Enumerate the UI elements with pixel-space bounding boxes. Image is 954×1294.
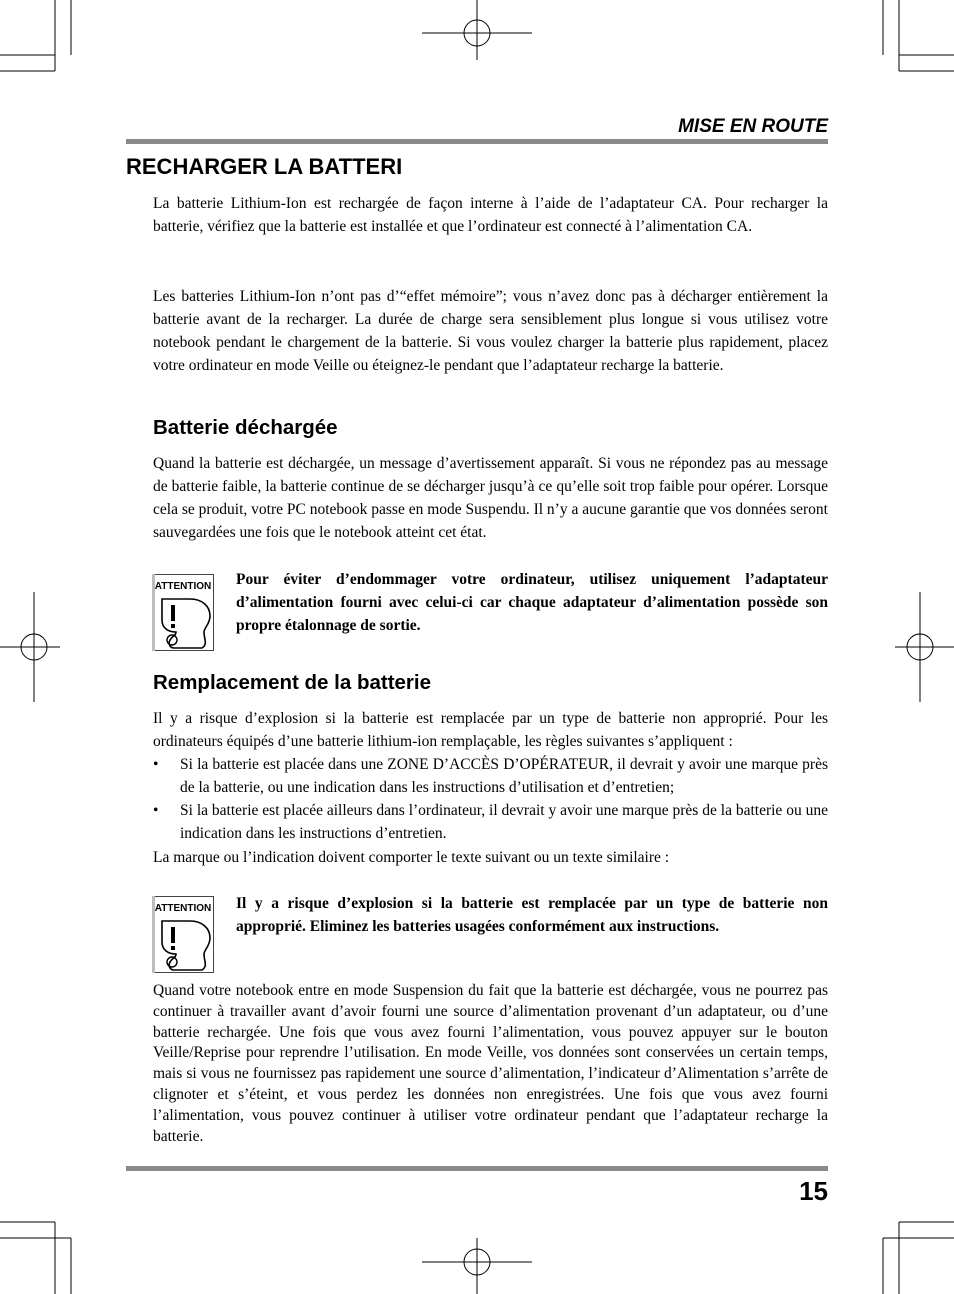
attention-label: ATTENTION	[154, 581, 212, 592]
attention-label: ATTENTION	[154, 903, 212, 914]
attention-hand-icon	[152, 574, 214, 651]
discharged-paragraph: Quand la batterie est déchargée, un message d’avertissement apparaît. Si vous ne répondez pas au message de batterie faible, la batterie continue de se décharger jusqu’à ce qu’elle soit trop faible pour opérer. Lorsque cela se produit, votre PC notebook passe en mode Suspendu. Il n’y a aucune garantie que vos données seront sauvegardées une fois que le notebook atteint cet état.	[153, 455, 828, 541]
intro-paragraph-2: Les batteries Lithium-Ion n’ont pas d’“effet mémoire”; vous n’avez donc pas à décharger entièrement la batterie avant de la recharger. La durée de charge sera sensiblement plus longue si vous utilisez votre notebook pendant le chargement de la batterie. Si vous voulez charger la batterie plus rapidement, placez votre ordinateur en mode Veille ou éteignez-le pendant que l’adaptateur recharge la batterie.	[153, 288, 828, 374]
after-bullets-paragraph: La marque ou l’indication doivent comporter le texte suivant ou un texte similaire :	[153, 849, 670, 866]
attention-hand-icon	[152, 896, 214, 973]
main-heading: RECHARGER LA BATTERI	[126, 154, 403, 179]
section-heading-replacement: Remplacement de la batterie	[153, 671, 431, 694]
replacement-paragraph: Il y a risque d’explosion si la batterie est remplacée par un type de batterie non approprié. Pour les ordinateurs équipés d’une batterie lithium-ion remplaçable, les règles suivantes s’appliquent :	[153, 710, 828, 750]
header-rule	[126, 139, 828, 144]
section-heading-discharged: Batterie déchargée	[153, 416, 338, 439]
bullet-marker: •	[153, 756, 159, 773]
attention-text-1: Pour éviter d’endommager votre ordinateur, utilisez uniquement l’adaptateur d’alimentation fourni avec celui-ci car chaque adaptateur d’alimentation possède son propre étalonnage de sortie.	[236, 571, 828, 634]
intro-paragraph-1: La batterie Lithium-Ion est rechargée de façon interne à l’aide de l’adaptateur CA. Pour recharger la batterie, vérifiez que la batterie est installée et que l’ordinateur est connecté à l’alimentation CA.	[153, 195, 828, 235]
running-header: MISE EN ROUTE	[678, 116, 828, 137]
list-item: • Si la batterie est placée ailleurs dans l’ordinateur, il devrait y avoir une marque près de la batterie ou une indication dans les instructions d’entretien.	[153, 799, 828, 845]
bullet-marker: •	[153, 802, 159, 819]
replacement-rules-list	[153, 753, 828, 845]
list-item: • Si la batterie est placée dans une ZONE D’ACCÈS D’OPÉRATEUR, il devrait y avoir une marque près de la batterie, ou une indication dans les instructions d’utilisation et d’entretien;	[153, 753, 828, 799]
footer-rule	[126, 1166, 828, 1171]
closing-paragraph: Quand votre notebook entre en mode Suspension du fait que la batterie est déchargée, vous ne pourrez pas continuer à travailler avant d’avoir fourni une source d’alimentation provenant d’un adaptateur, ou d’une batterie rechargée. Une fois que vous avez fourni l’alimentation, vous pouvez appuyer sur le bouton Veille/Reprise pour reprendre l’utilisation. En mode Veille, vos données sont conservées un certain temps, mais si vous ne fournissez pas rapidement une source d’alimentation, l’indicateur d’Alimentation s’arrête de clignoter et s’éteint, et vous perdez les données non enregistrées. Une fois que vous avez fourni l’alimentation, vous pouvez continuer à utiliser votre ordinateur pendant que l’adaptateur recharge la batterie.	[153, 982, 828, 1145]
attention-text-2: Il y a risque d’explosion si la batterie est remplacée par un type de batterie non approprié. Eliminez les batteries usagées conformément aux instructions.	[236, 895, 828, 935]
page-number: 15	[799, 1176, 828, 1206]
